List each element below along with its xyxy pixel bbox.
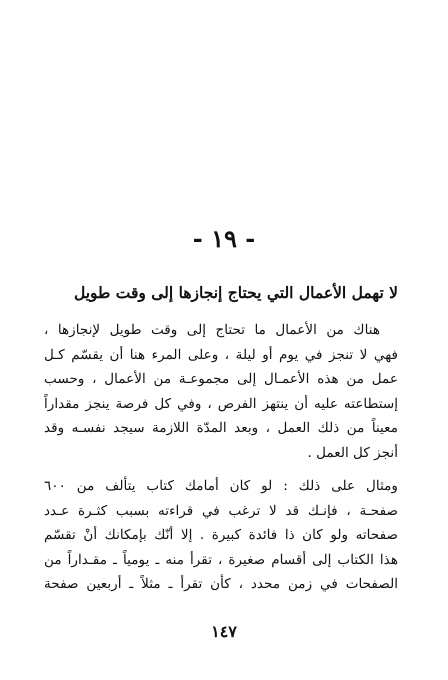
paragraph-line: معيناً من ذلك العمل ، وبعد المدّة اللازمة سيجد نفسـه وقد: [44, 420, 398, 437]
paragraph-2: [44, 474, 398, 597]
chapter-number: - ١٩ -: [192, 224, 256, 253]
paragraph-line: هناك من الأعمال ما تحتاج إلى وقت طويل لإنجازها ،: [44, 322, 380, 338]
page-number: ١٤٧: [211, 622, 237, 641]
paragraph-1: [44, 318, 398, 466]
paragraph-line: هذا الكتاب إلى أقسام صغيرة ، تقرأ منه ـ يومياً ـ مقـداراً من: [44, 551, 398, 568]
paragraph-line: صفحـة ، فإنـك قد لا ترغب في قراءته بسبب كثـرة عـدد: [44, 502, 398, 519]
section-heading: لا تهمل الأعمال التي يحتاج إنجازها إلى وقت طويل: [73, 283, 398, 302]
paragraph-line: ومثال على ذلك : لو كان أمامك كتاب يتألف من ٦٠٠: [44, 478, 398, 494]
paragraph-line: عمل من هذه الأعمـال إلى مجموعـة من الأعمال ، وحسب: [44, 371, 398, 388]
paragraph-line: أنجز كل العمل .: [307, 444, 398, 461]
paragraph-line: إستطاعته عليه أن ينتهز الفرص ، وفي كل فرصة ينجز مقداراً: [44, 395, 398, 412]
paragraph-line: الصفحات في زمن محدد ، كأن تقرأ ـ مثلاً ـ أربعين صفحة: [44, 576, 398, 593]
paragraph-line: فهي لا تنجز في يوم أو ليلة ، وعلى المرء هنا أن يقسّم كـل: [44, 346, 398, 363]
paragraph-line: صفحاته ولو كان ذا فائدة كبيرة . إلا أنّك بإمكانك أنْ تقسّم: [44, 527, 398, 544]
